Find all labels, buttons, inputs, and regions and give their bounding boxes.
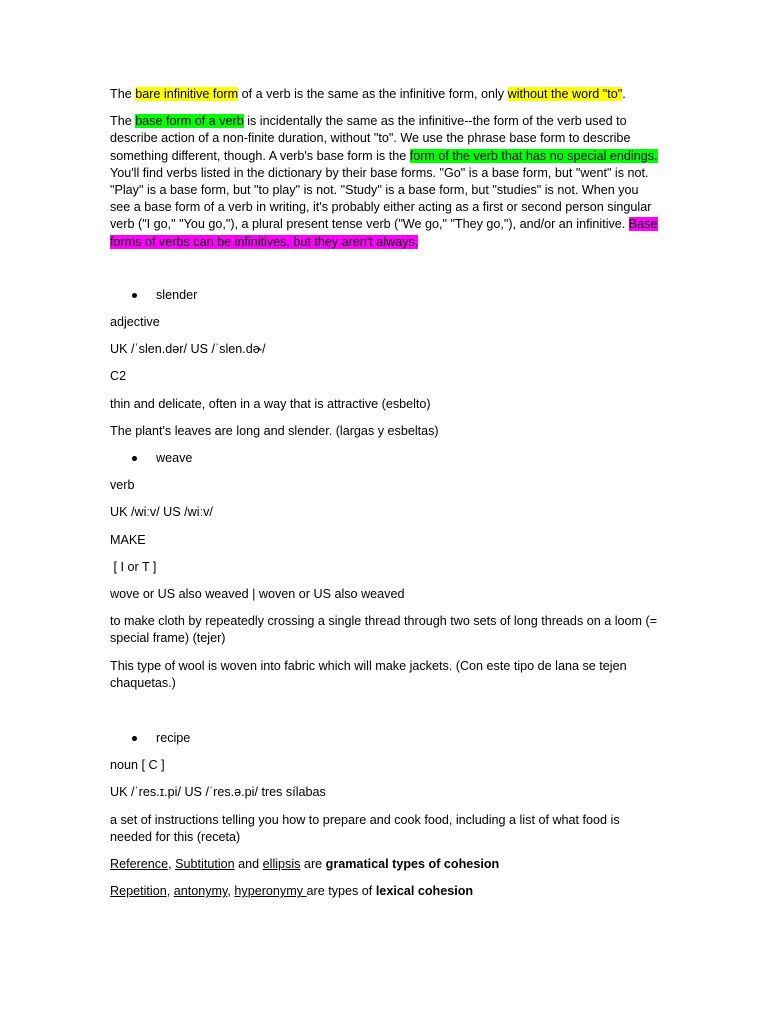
text-run: are types of bbox=[306, 884, 376, 899]
entry-word: weave bbox=[156, 451, 193, 466]
pronunciation: UK /wiːv/ US /wiːv/ bbox=[110, 505, 213, 520]
spacer bbox=[110, 251, 662, 287]
bullet-icon bbox=[132, 293, 137, 298]
list-item-weave bbox=[110, 450, 662, 467]
underlined-term: ellipsis bbox=[262, 857, 301, 872]
part-of-speech: verb bbox=[110, 478, 135, 493]
text-run: of a verb is the same as the infinitive form, only bbox=[238, 87, 508, 101]
lexical-cohesion-line bbox=[110, 883, 662, 900]
bullet-icon bbox=[132, 736, 137, 741]
bold-term: lexical cohesion bbox=[375, 884, 474, 899]
definition: thin and delicate, often in a way that is attractive (esbelto) bbox=[110, 396, 431, 411]
part-of-speech: noun [ C ] bbox=[110, 758, 165, 773]
pronunciation: UK /ˈslen.dər/ US /ˈslen.dɚ/ bbox=[110, 342, 266, 357]
text-run: , bbox=[227, 884, 235, 899]
example-sentence: This type of wool is woven into fabric which will make jackets. (Con este tipo de lana se tejen chaquetas.) bbox=[110, 658, 627, 690]
list-item-recipe bbox=[110, 730, 662, 747]
highlight-green: base form of a verb bbox=[135, 114, 244, 129]
example-sentence: The plant's leaves are long and slender. (largas y esbeltas) bbox=[110, 423, 439, 438]
bare-infinitive-paragraph bbox=[110, 86, 662, 103]
base-form-paragraph bbox=[110, 113, 662, 251]
document-body bbox=[110, 86, 662, 911]
definition: a set of instructions telling you how to prepare and cook food, including a list of what food is needed for this (receta) bbox=[110, 812, 620, 844]
underlined-term: Subtitution bbox=[175, 857, 235, 872]
underlined-term: hyperonymy bbox=[234, 884, 307, 899]
entry-word: recipe bbox=[156, 731, 191, 746]
level-badge: C2 bbox=[110, 369, 127, 384]
grammar-code: [ I or T ] bbox=[110, 559, 157, 574]
underlined-term: antonymy bbox=[173, 884, 228, 899]
highlight-yellow: bare infinitive form bbox=[135, 87, 239, 101]
underlined-term: Reference bbox=[110, 857, 169, 872]
list-item-slender bbox=[110, 287, 662, 304]
sense-label: MAKE bbox=[110, 532, 146, 547]
text-run: , bbox=[166, 884, 174, 899]
text-run: are bbox=[300, 857, 326, 872]
bold-term: gramatical types of cohesion bbox=[325, 857, 500, 872]
definition: to make cloth by repeatedly crossing a single thread through two sets of long threads on a loom (= special frame) (tejer) bbox=[110, 614, 658, 646]
text-run: The bbox=[110, 87, 136, 101]
grammatical-cohesion-line bbox=[110, 856, 662, 873]
verb-forms: wove or US also weaved | woven or US also weaved bbox=[110, 587, 405, 602]
text-run: . bbox=[622, 87, 626, 101]
highlight-green: form of the verb that has no special endings. bbox=[409, 148, 658, 163]
pronunciation: UK /ˈres.ɪ.pi/ US /ˈres.ə.pi/ tres sílabas bbox=[110, 785, 326, 800]
part-of-speech: adjective bbox=[110, 315, 160, 330]
spacer bbox=[110, 702, 662, 730]
text-run: , bbox=[168, 857, 176, 872]
bullet-icon bbox=[132, 456, 137, 461]
text-run: is incidentally the same as the infinitive--the form of the verb used to describe action of a non-finite duration, without "to". We use the phrase base form to describe something different, though. A verb's base form is the bbox=[110, 114, 631, 163]
highlight-magenta: Base forms of verbs can be infinitives, but they aren't always. bbox=[110, 217, 658, 249]
text-run: and bbox=[234, 857, 263, 872]
highlight-yellow: without the word "to" bbox=[507, 87, 623, 101]
text-run: You'll find verbs listed in the dictionary by their base forms. "Go" is a base form, but "went" is not. "Play" is a base form, but "to play" is not. "Study" is a base form, but "studies" is not. When you see a base form of a verb in writing, it's probably either acting as a first or second person singular verb ("I go," "You go,"), a plural present tense verb ("We go," "They go,"), and/or an infinitive. bbox=[110, 165, 652, 232]
entry-word: slender bbox=[156, 287, 198, 302]
underlined-term: Repetition bbox=[110, 884, 167, 899]
text-run: The bbox=[110, 114, 136, 129]
